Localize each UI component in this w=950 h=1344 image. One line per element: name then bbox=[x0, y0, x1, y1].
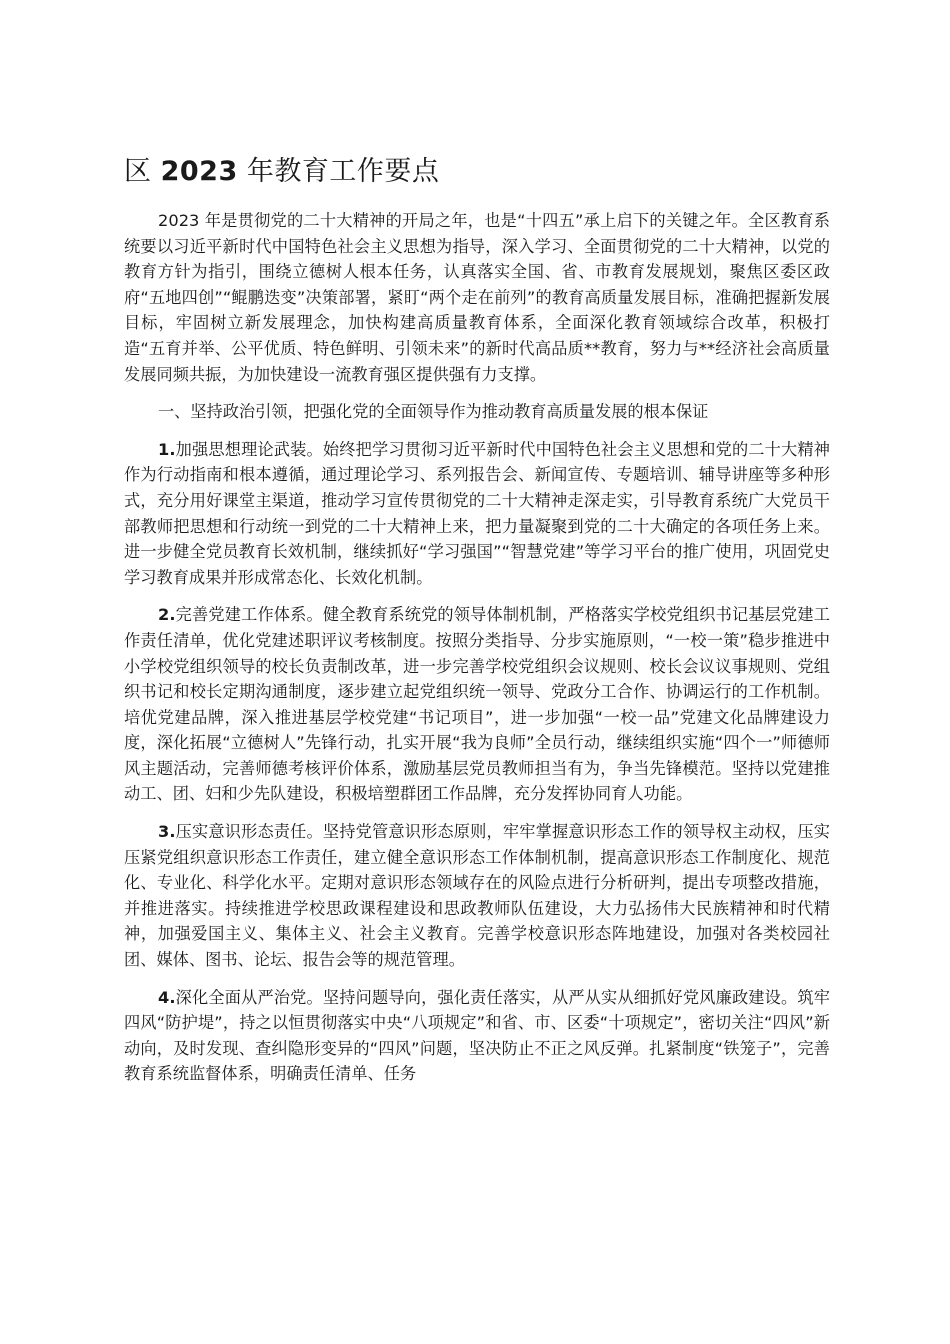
title-prefix: 区 bbox=[124, 156, 161, 187]
item-paragraph bbox=[124, 819, 830, 973]
item-text: 深化全面从严治党。坚持问题导向，强化责任落实，从严从实从细抓好党风廉政建设。筑牢四风“防护堤”，持之以恒贯彻落实中央“八项规定”和省、市、区委“十项规定”，密切关注“四风”新动向，及时发现、查纠隐形变异的“四风”问题，坚决防止不正之风反弹。扎紧制度“铁笼子”，完善教育系统监督体系，明确责任清单、任务 bbox=[124, 987, 830, 1084]
item-number: 1. bbox=[158, 439, 176, 459]
section-heading: 一、坚持政治引领，把强化党的全面领导作为推动教育高质量发展的根本保证 bbox=[158, 402, 709, 422]
item-text: 压实意识形态责任。坚持党管意识形态原则，牢牢掌握意识形态工作的领导权主动权，压实压紧党组织意识形态工作责任，建立健全意识形态工作体制机制，提高意识形态工作制度化、规范化、专业化、科学化水平。定期对意识形态领域存在的风险点进行分析研判，提出专项整改措施，并推进落实。持续推进学校思政课程建设和思政教师队伍建设，大力弘扬伟大民族精神和时代精神，加强爱国主义、集体主义、社会主义教育。完善学校意识形态阵地建设，加强对各类校园社团、媒体、图书、论坛、报告会等的规范管理。 bbox=[124, 822, 830, 970]
item-paragraph bbox=[124, 437, 830, 591]
item-number: 3. bbox=[158, 822, 176, 842]
item-paragraph bbox=[124, 985, 830, 1087]
item-number: 2. bbox=[158, 605, 176, 625]
title-year: 2023 bbox=[160, 156, 238, 187]
item-number: 4. bbox=[158, 987, 176, 1007]
item-paragraph bbox=[124, 602, 830, 807]
document-title bbox=[124, 150, 830, 194]
title-suffix: 年教育工作要点 bbox=[237, 156, 440, 187]
document-page bbox=[124, 150, 830, 1099]
intro-paragraph: 2023 年是贯彻党的二十大精神的开局之年，也是“十四五”承上启下的关键之年。全区教育系统要以习近平新时代中国特色社会主义思想为指导，深入学习、全面贯彻党的二十大精神，以党的教育方针为指引，围绕立德树人根本任务，认真落实全国、省、市教育发展规划，聚焦区委区政府“五地四创”“鲲鹏迭变”决策部署，紧盯“两个走在前列”的教育高质量发展目标，准确把握新发展目标，牢固树立新发展理念，加快构建高质量教育体系，全面深化教育领域综合改革，积极打造“五育并举、公平优质、特色鲜明、引领未来”的新时代高品质**教育，努力与**经济社会高质量发展同频共振，为加快建设一流教育强区提供强有力支撑。 bbox=[124, 211, 830, 384]
item-text: 加强思想理论武装。始终把学习贯彻习近平新时代中国特色社会主义思想和党的二十大精神作为行动指南和根本遵循，通过理论学习、系列报告会、新闻宣传、专题培训、辅导讲座等多种形式，充分用好课堂主渠道，推动学习宣传贯彻党的二十大精神走深走实，引导教育系统广大党员干部教师把思想和行动统一到党的二十大精神上来，把力量凝聚到党的二十大确定的各项任务上来。进一步健全党员教育长效机制，继续抓好“学习强国”“智慧党建”等学习平台的推广使用，巩固党史学习教育成果并形成常态化、长效化机制。 bbox=[124, 439, 830, 587]
item-text: 完善党建工作体系。健全教育系统党的领导体制机制，严格落实学校党组织书记基层党建工作责任清单，优化党建述职评议考核制度。按照分类指导、分步实施原则，“一校一策”稳步推进中小学校党组织领导的校长负责制改革，进一步完善学校党组织会议规则、校长会议议事规则、党组织书记和校长定期沟通制度，逐步建立起党组织统一领导、党政分工合作、协调运行的工作机制。培优党建品牌，深入推进基层学校党建“书记项目”，进一步加强“一校一品”党建文化品牌建设力度，深化拓展“立德树人”先锋行动，扎实开展“我为良师”全员行动，继续组织实施“四个一”师德师风主题活动，完善师德考核评价体系，激励基层党员教师担当有为，争当先锋模范。坚持以党建推动工、团、妇和少先队建设，积极培塑群团工作品牌，充分发挥协同育人功能。 bbox=[124, 605, 830, 804]
